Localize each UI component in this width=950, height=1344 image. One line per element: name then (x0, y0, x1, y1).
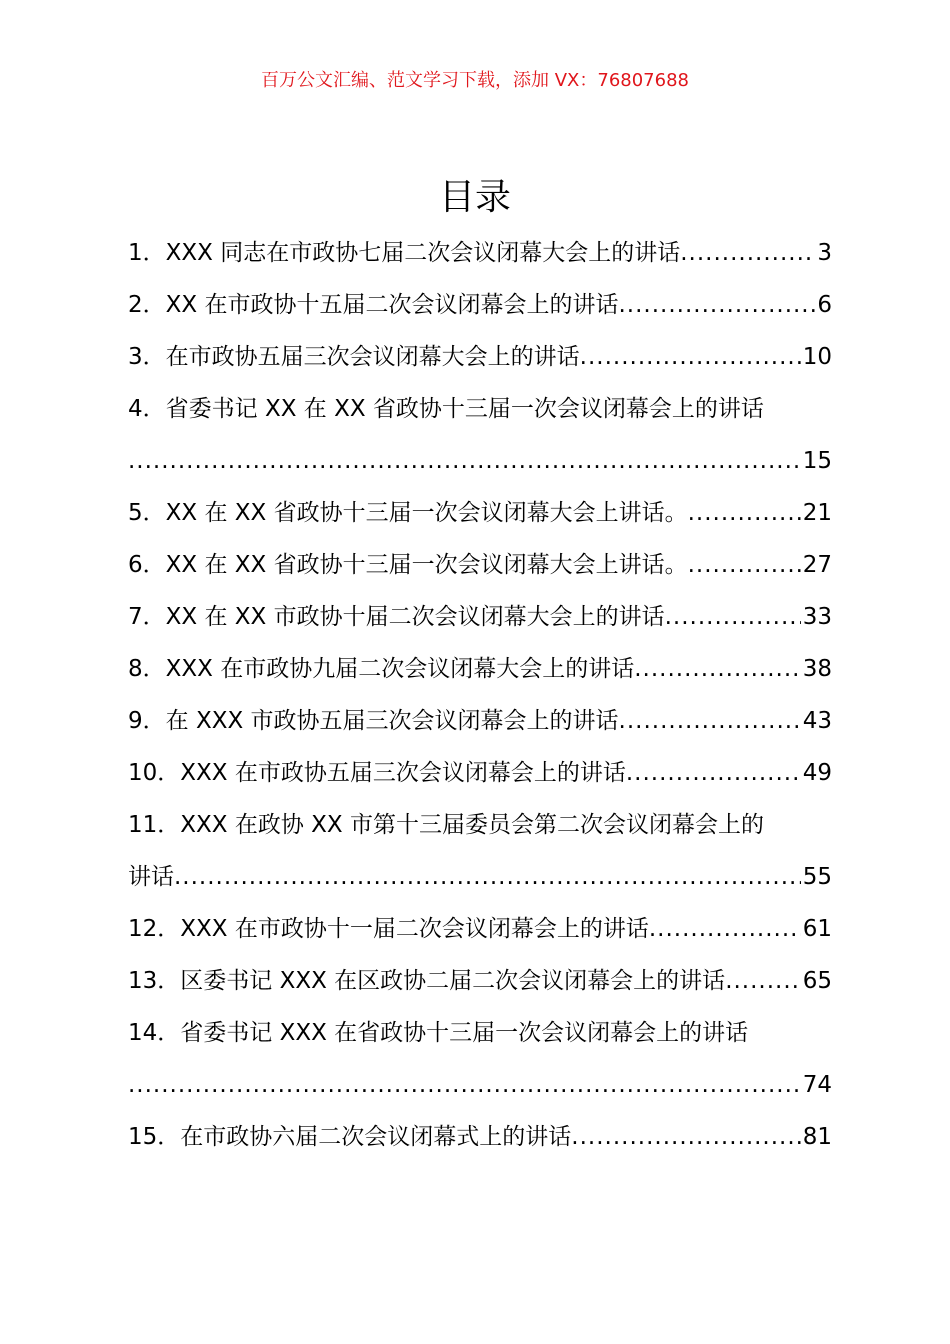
toc-entry-number: 4． (128, 396, 166, 422)
toc-entry-label (128, 331, 580, 383)
toc-entry-title: XXX 在市政协十一届二次会议闭幕会上的讲话 (180, 916, 649, 942)
toc-entry-12[interactable] (128, 903, 832, 955)
toc-entry-number: 12． (128, 916, 181, 942)
toc-entry-continuation: 讲话 (128, 864, 174, 890)
toc-entry-number: 10． (128, 760, 181, 786)
toc-entry-15[interactable] (128, 1111, 832, 1163)
toc-entry-2[interactable] (128, 279, 832, 331)
toc-entry-8[interactable] (128, 643, 832, 695)
toc-entry-title: 在 XXX 市政协五届三次会议闭幕会上的讲话 (165, 708, 619, 734)
toc-page-number: 74 (802, 1072, 832, 1098)
toc-entry-label (128, 955, 725, 1007)
toc-entry-number: 15． (128, 1124, 181, 1150)
toc-page-number: 38 (802, 656, 832, 682)
toc-entry-number: 7． (128, 604, 166, 630)
page-title: 目录 (438, 177, 511, 218)
toc-entry-title: XXX 同志在市政协七届二次会议闭幕大会上的讲话 (165, 240, 681, 266)
toc-entry-title: 省委书记 XXX 在省政协十三届一次会议闭幕会上的讲话 (180, 1020, 749, 1046)
toc-leader-dots (128, 1059, 801, 1111)
toc-page-number: 15 (802, 448, 832, 474)
toc-entry-label (128, 279, 618, 331)
toc-entry-label (128, 695, 619, 747)
toc-page-number: 10 (802, 344, 832, 370)
toc-entry-label (128, 591, 665, 643)
toc-entry-number: 3． (128, 344, 166, 370)
toc-leader-dots (634, 643, 800, 695)
toc-entry-number: 9． (128, 708, 166, 734)
toc-leader-dots (619, 695, 801, 747)
toc-entry-number: 2． (128, 292, 166, 318)
toc-entry-title: 省委书记 XX 在 XX 省政协十三届一次会议闭幕会上的讲话 (165, 396, 764, 422)
toc-entry-4[interactable] (128, 383, 832, 487)
toc-entry-label (128, 227, 680, 279)
toc-page-number: 49 (802, 760, 832, 786)
toc-entry-14[interactable] (128, 1007, 832, 1111)
toc-page-number: 33 (802, 604, 832, 630)
toc-entry-3[interactable] (128, 331, 832, 383)
toc-page-number: 43 (802, 708, 832, 734)
toc-page-number: 61 (802, 916, 832, 942)
toc-page-number: 6 (817, 292, 832, 318)
toc-entry-title: 在市政协五届三次会议闭幕大会上的讲话 (165, 344, 580, 370)
toc-page-number: 3 (817, 240, 832, 266)
toc-entry-title: XX 在 XX 市政协十届二次会议闭幕大会上的讲话 (165, 604, 665, 630)
toc-leader-dots (174, 851, 801, 903)
toc-entry-title: XX 在市政协十五届二次会议闭幕会上的讲话 (165, 292, 619, 318)
toc-entry-label (128, 643, 634, 695)
toc-entry-number: 8． (128, 656, 166, 682)
toc-entry-title: XXX 在市政协五届三次会议闭幕会上的讲话 (180, 760, 626, 786)
toc-page-number: 27 (802, 552, 832, 578)
toc-entry-number: 1． (128, 240, 166, 266)
toc-leader-dots (649, 903, 801, 955)
toc-entry-title: 区委书记 XXX 在区政协二届二次会议闭幕会上的讲话 (180, 968, 726, 994)
toc-entry-number: 14． (128, 1020, 181, 1046)
toc-leader-dots (665, 591, 801, 643)
toc-entry-label (128, 1111, 571, 1163)
toc-page-number: 55 (802, 864, 832, 890)
toc-entry-7[interactable] (128, 591, 832, 643)
toc-leader-dots (725, 955, 801, 1007)
toc-entry-title: 在市政协六届二次会议闭幕式上的讲话 (180, 1124, 572, 1150)
toc-entry-number: 13． (128, 968, 181, 994)
toc-leader-dots (618, 279, 815, 331)
toc-entry-label (128, 747, 626, 799)
toc-entry-number: 6． (128, 552, 166, 578)
toc-entry-label (128, 1007, 748, 1059)
toc-leader-dots (688, 487, 801, 539)
toc-entry-label (128, 539, 688, 591)
toc-entry-6[interactable] (128, 539, 832, 591)
toc-page-number: 21 (802, 500, 832, 526)
toc-leader-dots (688, 539, 801, 591)
table-of-contents (128, 227, 832, 1163)
toc-entry-title: XXX 在市政协九届二次会议闭幕大会上的讲话 (165, 656, 635, 682)
toc-entry-13[interactable] (128, 955, 832, 1007)
header-note: 百万公文汇编、范文学习下载，添加 VX：76807688 (261, 70, 689, 91)
toc-entry-title: XX 在 XX 省政协十三届一次会议闭幕大会上讲话。 (165, 552, 688, 578)
toc-page-number: 65 (802, 968, 832, 994)
toc-entry-title: XX 在 XX 省政协十三届一次会议闭幕大会上讲话。 (165, 500, 688, 526)
toc-entry-1[interactable] (128, 227, 832, 279)
toc-leader-dots (580, 331, 801, 383)
toc-entry-9[interactable] (128, 695, 832, 747)
toc-leader-dots (626, 747, 801, 799)
toc-entry-10[interactable] (128, 747, 832, 799)
toc-leader-dots (128, 435, 801, 487)
toc-entry-11[interactable] (128, 799, 832, 903)
toc-entry-label (128, 487, 688, 539)
toc-entry-number: 5． (128, 500, 166, 526)
toc-entry-title: XXX 在政协 XX 市第十三届委员会第二次会议闭幕会上的 (180, 812, 764, 838)
toc-page-number: 81 (802, 1124, 832, 1150)
toc-entry-label (128, 383, 764, 435)
toc-leader-dots (680, 227, 815, 279)
toc-leader-dots (571, 1111, 800, 1163)
toc-entry-label (128, 799, 764, 851)
toc-entry-5[interactable] (128, 487, 832, 539)
toc-entry-label (128, 903, 649, 955)
toc-entry-number: 11． (128, 812, 181, 838)
